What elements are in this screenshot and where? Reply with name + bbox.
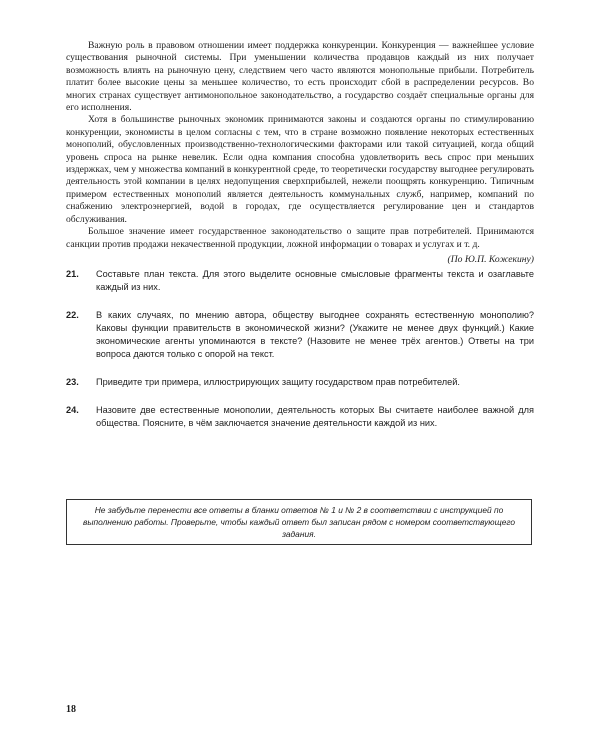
- question-number: 24.: [66, 405, 79, 415]
- question-text: Составьте план текста. Для этого выделите основные смысловые фрагменты текста и озаглавьте каждый из них.: [96, 269, 534, 292]
- question-24: [66, 404, 534, 430]
- question-number: 23.: [66, 377, 79, 387]
- question-23: [66, 376, 534, 389]
- question-22: [66, 309, 534, 361]
- question-21: [66, 268, 534, 294]
- question-number: 22.: [66, 310, 79, 320]
- reading-passage: [66, 40, 534, 266]
- question-text: Приведите три примера, иллюстрирующих защиту государством прав потребителей.: [96, 377, 460, 387]
- question-text: В каких случаях, по мнению автора, обществу выгоднее сохранять естественную монополию? Каковы функции правительств в экономической жизни? (Укажите не менее двух функций.) Какие экономические агенты упоминаются в тексте? (Назовите не менее трёх агентов.) Ответы на три вопроса даются только с опорой на текст.: [96, 310, 534, 359]
- question-text: Назовите две естественные монополии, деятельность которых Вы считаете наиболее важной для общества. Поясните, в чём заключается значение деятельности каждой из них.: [96, 405, 534, 428]
- question-list: [66, 268, 534, 445]
- question-number: 21.: [66, 269, 79, 279]
- instruction-notice-box: Не забудьте перенести все ответы в бланки ответов № 1 и № 2 в соответствии с инструкцией по выполнению работы. Проверьте, чтобы каждый ответ был записан рядом с номером соответствующего задания.: [66, 499, 532, 545]
- passage-paragraph-3: Большое значение имеет государственное законодательство о защите прав потребителей. Принимаются санкции против продажи некачественной продукции, ложной информации о товарах и услугах и т. д.: [66, 226, 534, 250]
- page-number: 18: [66, 704, 76, 715]
- passage-attribution: (По Ю.П. Кожекину): [447, 253, 534, 265]
- passage-paragraph-2: Хотя в большинстве рыночных экономик принимаются законы и создаются органы по стимулированию конкуренции, экономисты в целом согласны с тем, что в стране возможно появление некоторых естественных монополий, обусловленных производственно-технологическими факторами или такой ситуацией, когда общий уровень спроса на рынке невелик. Если одна компания способна удовлетворить весь спрос при меньших издержках, чем у множества компаний в конкурентной среде, то теоретически государству выгоднее регулировать деятельность этой компании в целях недопущения сверхприбылей, нежели поощрять конкуренцию. Типичным примером естественных монополий является деятельность коммунальных служб, например, компаний по снабжению электроэнергией, водой в городах, где осуществляется регулирование цен и стандартов обслуживания.: [66, 114, 534, 225]
- passage-paragraph-1: Важную роль в правовом отношении имеет поддержка конкуренции. Конкуренция — важнейшее условие существования рыночной системы. При уменьшении количества продавцов каждый из них получает возможность влиять на рыночную цену, следствием чего часто являются монопольные прибыли. Потребитель платит более высокие цены за меньшее количество, то есть происходит сбой в распределении ресурсов. Во многих странах существует антимонопольное законодательство, а государство создаёт специальные органы для его исполнения.: [66, 40, 534, 114]
